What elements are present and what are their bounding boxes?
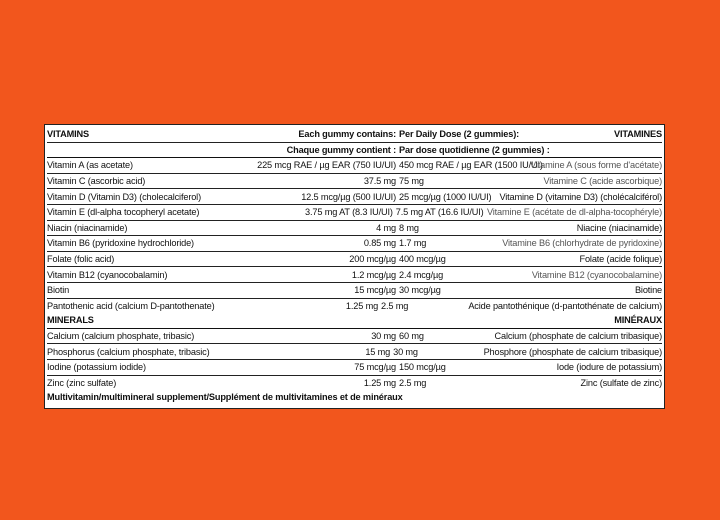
supplement-facts-panel xyxy=(44,124,665,409)
amount-per-daily-dose: 25 mcg/µg (1000 IU/UI) xyxy=(399,191,492,202)
nutrient-name-fr: Niacine (niacinamide) xyxy=(576,222,662,233)
mineraux-heading: MINÉRAUX xyxy=(614,315,662,326)
table-row xyxy=(47,299,662,314)
table-row xyxy=(47,174,662,190)
table-row xyxy=(47,329,662,345)
table-row xyxy=(47,189,662,205)
nutrient-name-fr: Calcium (phosphate de calcium tribasique) xyxy=(494,331,662,342)
table-row xyxy=(47,344,662,360)
table-row xyxy=(47,376,662,391)
table-row xyxy=(47,267,662,283)
par-dose-heading: Par dose quotidienne (2 gummies) : xyxy=(399,144,550,155)
table-row xyxy=(47,236,662,252)
table-row xyxy=(47,205,662,221)
amount-per-gummy: 1.25 mg xyxy=(363,377,396,388)
nutrient-name-en: Biotin xyxy=(47,285,70,296)
header-row-french xyxy=(47,143,662,159)
supplement-description: Multivitamin/multimineral supplement/Supplément de multivitamines et de minéraux xyxy=(47,392,403,403)
amount-per-gummy: 0.85 mg xyxy=(363,238,396,249)
nutrient-name-en: Pantothenic acid (calcium D-pantothenate) xyxy=(47,300,215,311)
nutrient-name-en: Iodine (potassium iodide) xyxy=(47,362,146,373)
nutrient-name-en: Vitamin A (as acetate) xyxy=(47,160,133,171)
table-row xyxy=(47,360,662,376)
amount-per-gummy: 1.25 mg xyxy=(345,300,379,311)
minerals-heading: MINERALS xyxy=(47,315,94,326)
chaque-gummy-heading: Chaque gummy contient : xyxy=(286,144,396,155)
each-gummy-heading: Each gummy contains: xyxy=(298,129,396,140)
nutrient-name-en: Folate (folic acid) xyxy=(47,254,115,265)
amount-per-daily-dose: 2.5 mg xyxy=(381,300,409,311)
amount-per-daily-dose: 150 mcg/µg xyxy=(399,362,446,373)
nutrient-name-en: Vitamin B6 (pyridoxine hydrochloride) xyxy=(47,238,194,249)
amount-per-gummy: 225 mcg RAE / µg EAR (750 IU/UI) xyxy=(257,160,396,171)
table-row xyxy=(47,158,662,174)
nutrient-name-fr: Phosphore (phosphate de calcium tribasique) xyxy=(483,346,662,357)
amount-per-gummy: 30 mg xyxy=(371,331,396,342)
amount-per-daily-dose: 450 mcg RAE / µg EAR (1500 IU/UI) xyxy=(399,160,543,171)
amount-per-daily-dose: 400 mcg/µg xyxy=(399,254,446,265)
nutrient-name-fr: Folate (acide folique) xyxy=(579,254,662,265)
vitamin-rows xyxy=(47,158,662,313)
amount-per-gummy: 15 mg xyxy=(365,346,391,357)
amount-per-gummy: 4 mg xyxy=(376,222,396,233)
table-row xyxy=(47,252,662,268)
nutrient-name-en: Niacin (niacinamide) xyxy=(47,222,128,233)
nutrient-name-fr: Vitamine B12 (cyanocobalamine) xyxy=(531,269,662,280)
amount-per-gummy: 200 mcg/µg xyxy=(349,254,396,265)
amount-per-daily-dose: 30 mg xyxy=(393,346,418,357)
amount-per-daily-dose: 75 mg xyxy=(399,176,424,187)
per-daily-dose-heading: Per Daily Dose (2 gummies): xyxy=(399,129,520,140)
amount-per-gummy: 3.75 mg AT (8.3 IU/UI) xyxy=(305,207,393,218)
vitamins-heading: VITAMINS xyxy=(47,129,90,140)
amount-per-daily-dose: 8 mg xyxy=(399,222,419,233)
nutrient-name-fr: Iode (iodure de potassium) xyxy=(556,362,662,373)
table-row xyxy=(47,221,662,237)
nutrient-name-en: Zinc (zinc sulfate) xyxy=(47,377,117,388)
table-row xyxy=(47,283,662,299)
vitamines-heading: VITAMINES xyxy=(614,129,662,140)
amount-per-daily-dose: 2.5 mg xyxy=(399,377,427,388)
amount-per-daily-dose: 60 mg xyxy=(399,331,424,342)
nutrient-name-en: Vitamin E (dl-alpha tocopheryl acetate) xyxy=(47,207,200,218)
nutrient-name-en: Vitamin C (ascorbic acid) xyxy=(47,176,146,187)
nutrient-name-fr: Vitamine B6 (chlorhydrate de pyridoxine) xyxy=(502,238,662,249)
nutrient-name-fr: Vitamine C (acide ascorbique) xyxy=(543,176,662,187)
nutrient-name-en: Calcium (calcium phosphate, tribasic) xyxy=(47,331,195,342)
amount-per-daily-dose: 2.4 mcg/µg xyxy=(399,269,444,280)
nutrient-name-fr: Vitamine A (sous forme d'acétate) xyxy=(530,160,662,171)
amount-per-gummy: 37.5 mg xyxy=(363,176,396,187)
mineral-rows xyxy=(47,329,662,390)
amount-per-daily-dose: 30 mcg/µg xyxy=(399,285,441,296)
nutrient-name-fr: Vitamine D (vitamine D3) (cholécalciférol) xyxy=(499,191,662,202)
nutrient-name-en: Vitamin B12 (cyanocobalamin) xyxy=(47,269,168,280)
nutrient-name-fr: Vitamine E (acétate de dl-alpha-tocophéryle) xyxy=(486,207,662,218)
nutrient-name-en: Vitamin D (Vitamin D3) (cholecalciferol) xyxy=(47,191,201,202)
amount-per-daily-dose: 7.5 mg AT (16.6 IU/UI) xyxy=(395,207,484,218)
nutrient-name-fr: Biotine xyxy=(634,285,662,296)
header-row-english xyxy=(47,127,662,143)
nutrient-name-fr: Zinc (sulfate de zinc) xyxy=(580,377,662,388)
minerals-header-row xyxy=(47,313,662,329)
amount-per-gummy: 1.2 mcg/µg xyxy=(351,269,396,280)
amount-per-gummy: 12.5 mcg/µg (500 IU/UI) xyxy=(301,191,396,202)
amount-per-daily-dose: 1.7 mg xyxy=(399,238,427,249)
nutrient-name-fr: Acide pantothénique (d-pantothénate de calcium) xyxy=(468,300,662,311)
amount-per-gummy: 15 mcg/µg xyxy=(354,285,396,296)
footer-row xyxy=(47,390,662,405)
amount-per-gummy: 75 mcg/µg xyxy=(354,362,396,373)
nutrient-name-en: Phosphorus (calcium phosphate, tribasic) xyxy=(47,346,210,357)
